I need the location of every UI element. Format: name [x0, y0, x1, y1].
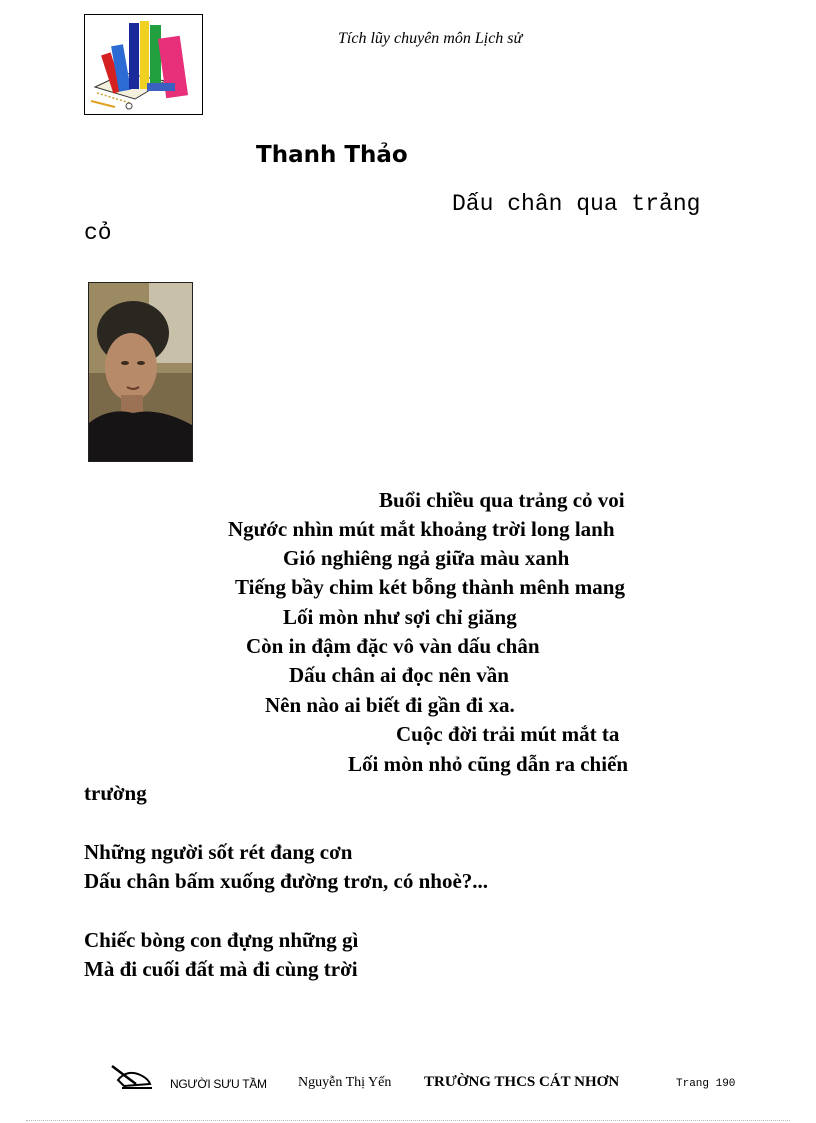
- poem-line: trường: [84, 781, 147, 805]
- poem-line: Gió nghiêng ngả giữa màu xanh: [283, 546, 570, 570]
- page-number: Trang 190: [676, 1078, 736, 1090]
- footer-divider: [26, 1120, 790, 1121]
- header-title: Tích lũy chuyên môn Lịch sử: [338, 30, 523, 47]
- poem-line: Ngước nhìn mút mắt khoảng trời long lanh: [228, 517, 615, 541]
- poem-line: Còn in đậm đặc vô vàn dấu chân: [246, 634, 540, 658]
- poem-line: Dấu chân bấm xuống đường trơn, có nhoè?...: [84, 869, 489, 893]
- author-name: Thanh Thảo: [256, 142, 408, 168]
- collector-name: Nguyễn Thị Yến: [298, 1075, 392, 1090]
- poem-line: Cuộc đời trải mút mắt ta: [396, 722, 620, 746]
- poem-line: Những người sốt rét đang cơn: [84, 840, 353, 864]
- poem-title-continuation: cỏ: [84, 220, 112, 246]
- poem-line: Lối mòn nhỏ cũng dẫn ra chiến: [348, 752, 629, 776]
- school-name: TRƯỜNG THCS CÁT NHƠN: [424, 1074, 620, 1090]
- poem-line: Buổi chiều qua trảng cỏ voi: [379, 488, 625, 512]
- portrait-image: [89, 283, 192, 461]
- books-icon: [85, 15, 202, 114]
- header-logo: [84, 14, 203, 115]
- poem-line: Chiếc bòng con đựng những gì: [84, 928, 359, 952]
- writing-hand-icon: [108, 1060, 154, 1095]
- collector-label: NGƯỜI SƯU TẦM: [170, 1077, 267, 1091]
- poem-line: Dấu chân ai đọc nên vần: [289, 663, 509, 687]
- poem-line: Nên nào ai biết đi gần đi xa.: [265, 693, 515, 717]
- author-portrait: [88, 282, 193, 462]
- poem-title: Dấu chân qua trảng: [452, 191, 701, 217]
- poem-line: Tiếng bầy chim két bỗng thành mênh mang: [235, 575, 625, 599]
- poem-line: Mà đi cuối đất mà đi cùng trời: [84, 957, 358, 981]
- poem-line: Lối mòn như sợi chỉ giăng: [283, 605, 517, 629]
